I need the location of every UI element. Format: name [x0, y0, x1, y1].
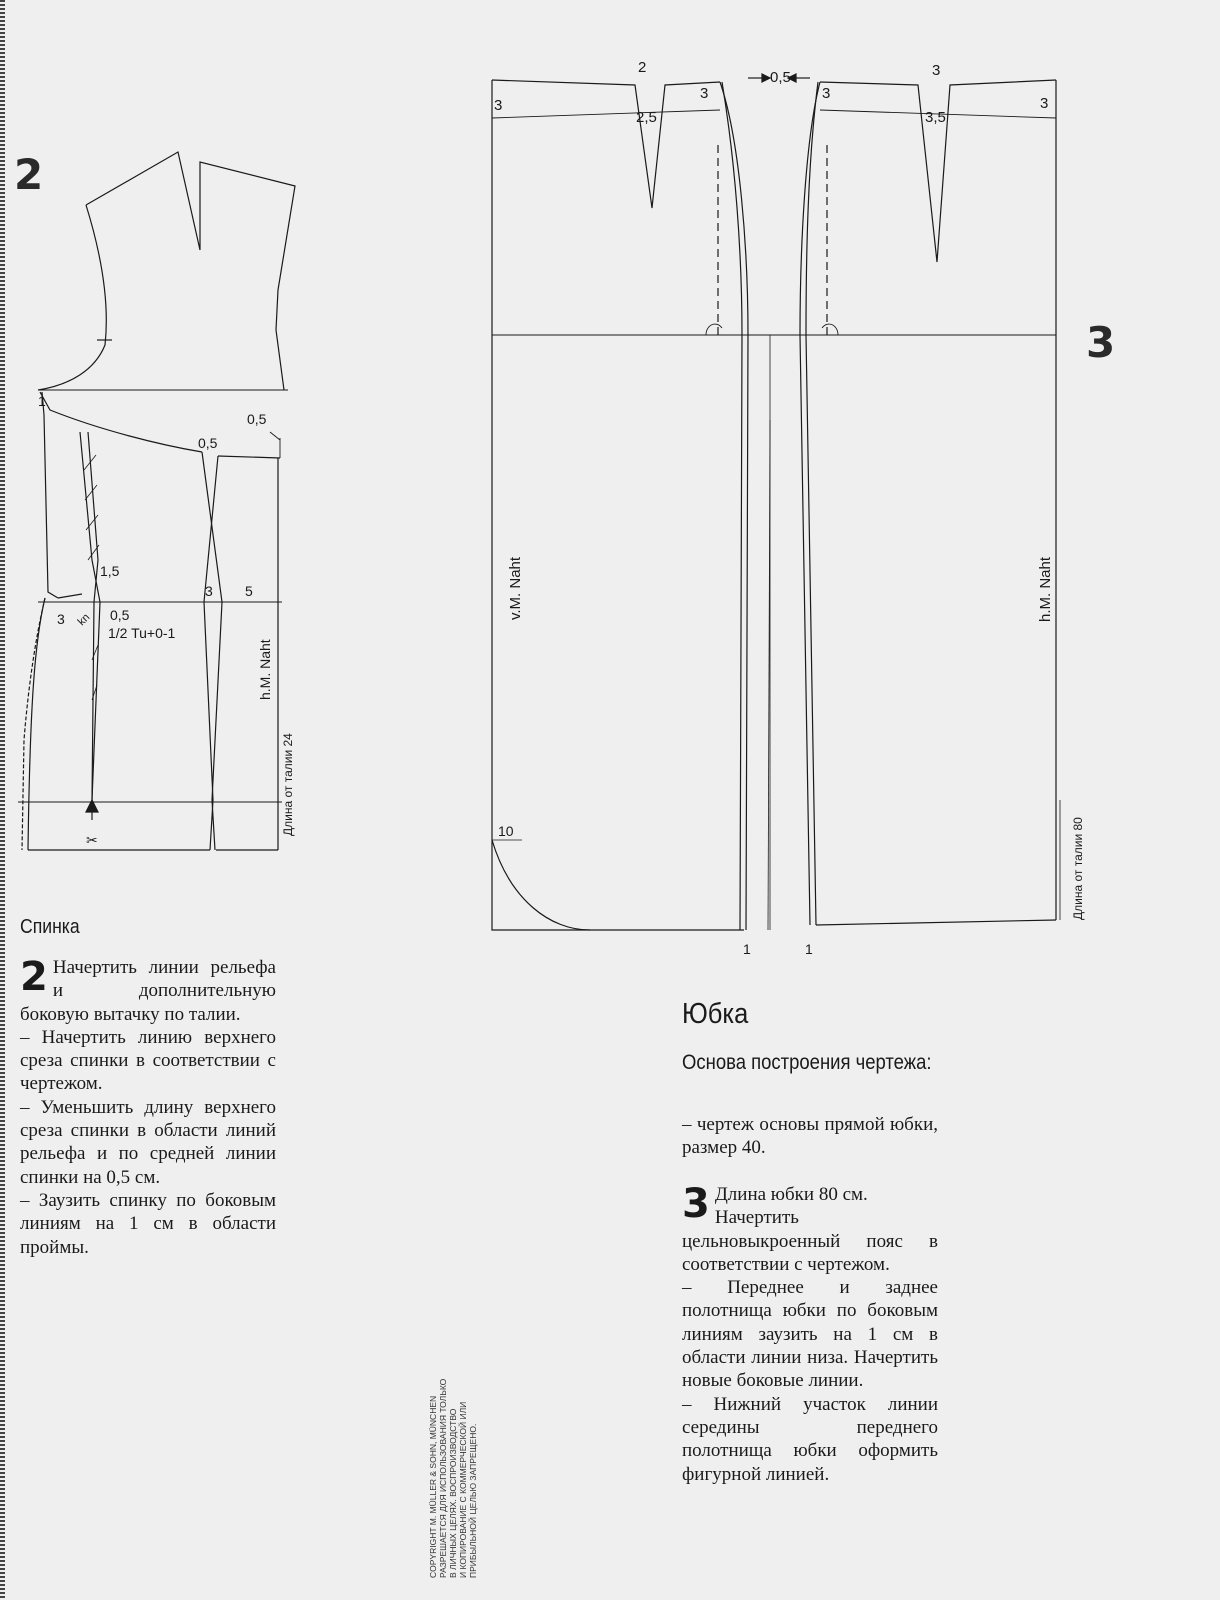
length-label: Длина от талии 24: [281, 733, 295, 836]
label: 0,5: [770, 69, 791, 86]
label: 3: [822, 85, 831, 102]
label: 1: [743, 941, 751, 957]
paragraph: Начертить цельновыкроенный пояс в соответствии с чертежом.: [682, 1207, 938, 1275]
copyright-line: В ЛИЧНЫХ ЦЕЛЯХ. ВОСПРОИЗВОДСТВО: [448, 1408, 458, 1578]
basis-text: [682, 1113, 938, 1160]
label: 5: [245, 583, 253, 599]
step-number: 2: [20, 954, 48, 1000]
label: 2,5: [636, 109, 657, 126]
paragraph: – Нижний участок линии середины переднего полотнища юбки оформить фигурной линией.: [682, 1393, 938, 1485]
label: 3: [1040, 95, 1049, 112]
label: 1/2 Tu+0-1: [108, 625, 176, 641]
section-subtitle: Основа построения чертежа:: [682, 1051, 932, 1074]
figure-3-labels: [494, 59, 1085, 957]
label: 0,5: [247, 411, 267, 427]
seam-label: h.M. Naht: [1037, 556, 1054, 622]
label: 3: [205, 583, 213, 599]
label: 1: [38, 393, 46, 409]
figure-3-skirt: [492, 74, 1060, 930]
figure-2-back-bodice: [18, 152, 295, 850]
copyright-line: ПРИБЫЛЬНОЙ ЦЕЛЬЮ ЗАПРЕЩЕНО.: [468, 1423, 478, 1578]
label: 2: [638, 59, 647, 76]
paragraph: Начертить линии рельефа и дополнительную боковую вытачку по талии.: [20, 957, 276, 1025]
figure-2-labels: [38, 393, 295, 836]
seam-label: v.M. Naht: [507, 556, 524, 620]
copyright-line: РАЗРЕШАЕТСЯ ДЛЯ ИСПОЛЬЗОВАНИЯ ТОЛЬКО: [438, 1378, 448, 1578]
figure-number-3: 3: [1086, 318, 1116, 367]
label: 3,5: [925, 109, 946, 126]
seam-label: h.M. Naht: [257, 639, 273, 700]
section-title-skirt: Юбка: [682, 998, 749, 1030]
length-label: Длина от талии 80: [1071, 817, 1085, 920]
paragraph: – чертеж основы прямой юбки, размер 40.: [682, 1114, 938, 1159]
section-title-back: Спинка: [20, 916, 80, 938]
copyright-line: COPYRIGHT M. MÜLLER & SOHN, MÜNCHEN: [428, 1395, 438, 1578]
scissors-icon: ✂: [86, 833, 98, 849]
label: 3: [932, 62, 941, 79]
section-back-body: [20, 956, 276, 1259]
label: 0,5: [198, 435, 218, 451]
label: 1,5: [100, 563, 120, 579]
label: 3: [57, 611, 65, 627]
label: 0,5: [110, 607, 130, 623]
label: 3: [700, 85, 709, 102]
figure-number-2: 2: [14, 150, 44, 199]
copyright-line: И КОПИРОВАНИЕ С КОММЕРЧЕСКОЙ ИЛИ: [458, 1401, 468, 1578]
copyright-notice: [428, 1328, 478, 1578]
paragraph: – Уменьшить длину верхнего среза спинки в области линий рельефа и по средней линии спинки на 0,5 см.: [20, 1096, 276, 1188]
label: 1: [805, 941, 813, 957]
label: 3: [494, 97, 503, 114]
paragraph: – Начертить линию верхнего среза спинки в соответствии с чертежом.: [20, 1026, 276, 1095]
label: 10: [498, 823, 514, 839]
paragraph: Длина юбки 80 см.: [714, 1184, 868, 1205]
section-skirt-body: [682, 1183, 938, 1486]
paragraph: – Переднее и заднее полотнища юбки по боковым линиям заузить на 1 см в области линии низа. Начертить новые боковые линии.: [682, 1277, 938, 1392]
step-number: 3: [682, 1181, 710, 1227]
paragraph: – Заузить спинку по боковым линиям на 1 см в области проймы.: [20, 1189, 276, 1258]
label: kn: [75, 611, 93, 629]
